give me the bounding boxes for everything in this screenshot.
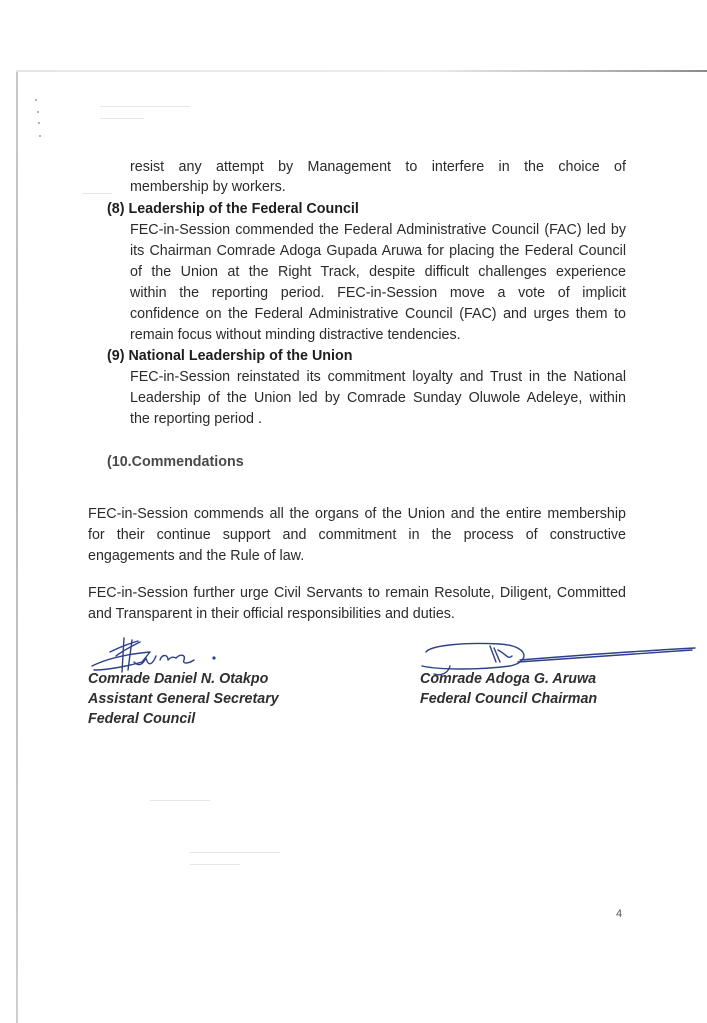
section-number: (8) [107,201,125,217]
faint-noise [100,106,190,107]
body-line: engagements and the Rule of law. [88,548,305,564]
body-line: FEC-in-Session commended the Federal Administrative Council (FAC) led by [130,222,626,238]
faint-noise [150,800,210,801]
faint-noise [190,864,240,865]
signatory-title: Assistant General Secretary [88,691,279,707]
page-number: 4 [616,908,623,920]
faint-noise [100,118,144,119]
body-line: remain focus without minding distractive tendencies. [130,327,461,343]
body-line: for their continue support and commitment in the process of constructive [88,527,626,543]
section-heading-8 [107,199,359,219]
signatory-title: Federal Council Chairman [420,691,598,707]
body-line: Leadership of the Union led by Comrade Sunday Oluwole Adeleye, within [130,390,626,406]
body-line: the reporting period . [130,411,262,427]
section-title: National Leadership of the Union [128,348,353,364]
scan-speck [35,99,37,101]
continuation-line: membership by workers. [130,179,286,195]
body-line: its Chairman Comrade Adoga Gupada Aruwa for placing the Federal Council [130,243,626,259]
body-line: of the Union at the Right Track, despite difficult challenges experience [130,264,626,280]
body-line: FEC-in-Session reinstated its commitment loyalty and Trust in the National [130,369,626,385]
scan-speck [38,122,40,124]
scan-left-edge [16,72,18,1023]
section-number: (10. [107,454,132,470]
section-title: Commendations [131,454,244,470]
signatory-name: Comrade Adoga G. Aruwa [420,671,597,687]
scan-speck [39,135,41,137]
body-line: and Transparent in their official responsibilities and duties. [88,606,455,622]
body-line: confidence on the Federal Administrative Council (FAC) and urges them to [130,306,626,322]
body-line: FEC-in-Session further urge Civil Servants to remain Resolute, Diligent, Committed [88,585,626,601]
faint-noise [82,193,112,194]
section-heading-9 [107,346,352,366]
faint-noise [190,852,280,853]
signatory-org: Federal Council [88,711,196,727]
body-line: within the reporting period. FEC-in-Session move a vote of implicit [130,285,626,301]
scan-speck [37,111,39,113]
section-heading-10 [107,452,244,472]
scan-top-edge [16,70,707,72]
continuation-line: resist any attempt by Management to interfere in the choice of [130,159,626,175]
signatory-name: Comrade Daniel N. Otakpo [88,671,269,687]
body-line: FEC-in-Session commends all the organs of the Union and the entire membership [88,506,626,522]
section-title: Leadership of the Federal Council [128,201,359,217]
section-number: (9) [107,348,125,364]
